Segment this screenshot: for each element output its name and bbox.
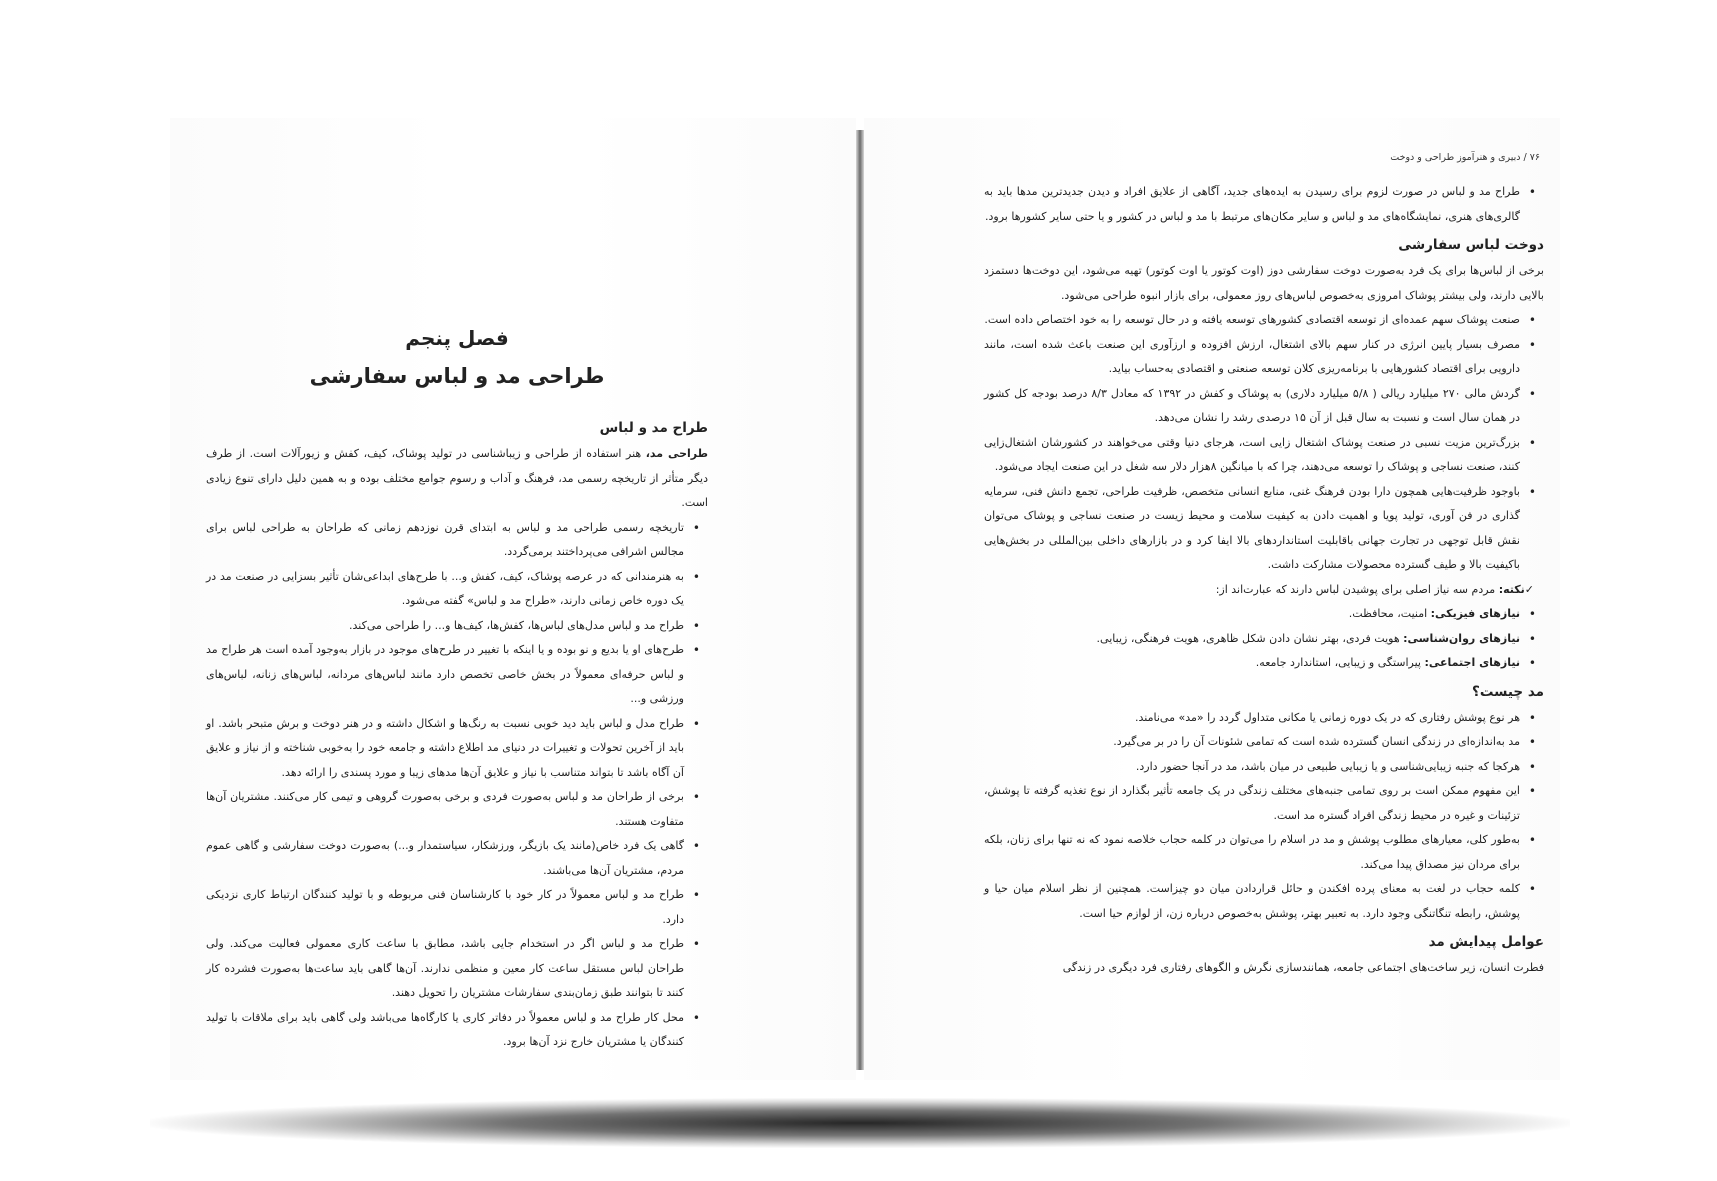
right-page xyxy=(864,118,1560,1080)
list-item: • باوجود ظرفیت‌هایی همچون دارا بودن فرهنگ غنی، منابع انسانی متخصص، ظرفیت طراحی، تجمع دانش فنی، سرمایه گذاری در فن آوری، تولید پویا و اهمیت دادن به کیفیت سلامت و محیط زیست در صنعت نساجی و پوشاک می‌توان نقش قابل توجهی در تجارت جهانی باقابلیت استانداردهای بالا ایفا کرد و در بازارهای داخلی بین‌المللی در بخش‌هایی باکیفیت بالا و طیف گسترده محصولات مشارکت داشت. xyxy=(984,480,1544,578)
custom-heading: دوخت لباس سفارشی xyxy=(1398,237,1544,253)
custom-paragraph: برخی از لباس‌ها برای یک فرد به‌صورت دوخت سفارشی دوز (اوت کوتور یا اوت کوتور) تهیه می‌شود، این دوخت‌ها دستمزد بالایی دارند، ولی بیشتر پوشاک امروزی به‌خصوص لباس‌های روز معمولی، برای بازار انبوه طراحی می‌شود. xyxy=(984,264,1544,302)
list-item: • هرکجا که جنبه زیبایی‌شناسی و یا زیبایی طبیعی در میان باشد، مد در آنجا حضور دارد. xyxy=(984,755,1544,780)
list-item: • طراح مد و لباس مدل‌های لباس‌ها، کفش‌ها، کیف‌ها و... را طراحی می‌کند. xyxy=(206,614,708,639)
list-item: • برخی از طراحان مد و لباس به‌صورت فردی و برخی به‌صورت گروهی و تیمی کار می‌کنند. مشتریان آن‌ها متفاوت هستند. xyxy=(206,785,708,834)
list-item: • کلمه حجاب در لغت به معنای پرده افکندن و حائل قراردادن میان دو چیزاست. همچنین از نظر اسلام میان حیا و پوشش، رابطه تنگاتنگی وجود دارد. به تعبیر بهتر، پوشش به‌خصوص درباره زن، از لوازم حیا است. xyxy=(984,877,1544,926)
list-item xyxy=(984,602,1544,627)
list-item: • طراح مد و لباس معمولاً در کار خود با کارشناسان فنی مربوطه و با تولید کنندگان ارتباط کاری نزدیکی دارد. xyxy=(206,883,708,932)
note-mark: ✓نکته: xyxy=(1498,582,1534,596)
note-text: مردم سه نیاز اصلی برای پوشیدن لباس دارند که عبارت‌اند از: xyxy=(1215,582,1499,596)
left-page xyxy=(170,118,856,1080)
need-label: نیازهای روان‌شناسی: xyxy=(1403,631,1520,645)
list-item: • طرح‌های او یا بدیع و نو بوده و یا اینکه با تغییر در طرح‌های موجود در بازار به‌وجود آمده است هر طراح مد و لباس حرفه‌ای معمولاً در بخش خاصی تخصص دارد مانند لباس‌های مردانه، لباس‌های زنانه، لباس‌های ورزشی و... xyxy=(206,638,708,712)
need-label: نیازهای اجتماعی: xyxy=(1424,656,1520,669)
fashion-heading: مد چیست؟ xyxy=(1472,683,1544,700)
left-page-content xyxy=(206,326,708,1055)
list-item: • تاریخچه رسمی طراحی مد و لباس به ابتدای قرن نوزدهم زمانی که طراحان به طراحی لباس برای مجالس اشرافی می‌پرداختند برمی‌گردد. xyxy=(206,516,708,565)
designer-heading: طراح مد و لباس xyxy=(599,420,708,436)
factors-heading: عوامل پیدایش مد xyxy=(1428,934,1544,950)
book-spread xyxy=(170,118,1560,1080)
list-item: • هر نوع پوشش رفتاری که در یک دوره زمانی یا مکانی متداول گردد را «مد» می‌نامند. xyxy=(984,706,1544,731)
need-text: امنیت، محافظت. xyxy=(1348,607,1431,620)
list-item xyxy=(984,651,1544,676)
need-text: هویت فردی، بهتر نشان دادن شکل ظاهری، هویت فرهنگی، زیبایی. xyxy=(1096,631,1404,645)
list-item: • مد به‌اندازه‌ای در زندگی انسان گسترده شده است که تمامی شئونات آن را در بر می‌گیرد. xyxy=(984,730,1544,755)
needs-list xyxy=(984,602,1544,676)
running-head: ۷۶ / دبیری و هنرآموز طراحی و دوخت xyxy=(1390,152,1540,163)
list-item: • بزرگ‌ترین مزیت نسبی در صنعت پوشاک اشتغال زایی است، هرجای دنیا وقتی می‌خواهند در کشورشان اشتغال‌زایی کنند، صنعت نساجی و پوشاک را توسعه می‌دهند، چرا که با میانگین ۸هزار دلار سه شغل در این صنعت ایجاد می‌شود. xyxy=(984,431,1544,480)
right-page-content xyxy=(984,180,1544,981)
designer-intro xyxy=(206,442,708,516)
chapter-title: طراحی مد و لباس سفارشی xyxy=(309,364,605,388)
list-item: • به هنرمندانی که در عرصه پوشاک، کیف، کفش و... با طرح‌های ابداعی‌شان تأثیر بسزایی در صنعت مد در یک دوره خاص زمانی دارند، «طراح مد و لباس» گفته می‌شود. xyxy=(206,565,708,614)
list-item: • طراح مد و لباس در صورت لزوم برای رسیدن به ایده‌های جدید، آگاهی از علایق افراد و دیدن جدیدترین مدها باید به گالری‌های هنری، نمایشگاه‌های مد و لباس و سایر مکان‌های مرتبط با مد و لباس در کشور و یا حتی سایر کشورها برود. xyxy=(984,180,1544,229)
designer-bullets xyxy=(206,516,708,1055)
list-item: • این مفهوم ممکن است بر روی تمامی جنبه‌های مختلف زندگی در یک جامعه تأثیر بگذارد از نوع تغذیه گرفته تا پوشش، تزئینات و غیره در محیط زندگی افراد گستره مد است. xyxy=(984,779,1544,828)
list-item: • طراح مد و لباس اگر در استخدام جایی باشد، مطابق با ساعت کاری معمولی فعالیت می‌کند. ولی طراحان لباس مستقل ساعت کار معین و منظمی ندارند. آن‌ها گاهی باید ساعت‌ها به‌صورت فشرده کار کنند تا بتوانند طبق زمان‌بندی سفارشات مشتریان را تحویل دهند. xyxy=(206,932,708,1006)
list-item: • گردش مالی ۲۷۰ میلیارد ریالی ( ۵/۸ میلیارد دلاری) به پوشاک و کفش در ۱۳۹۲ که معادل ۸/۳ درصد بودجه کل کشور در همان سال است و نسبت به سال قبل از آن ۱۵ درصدی رشد را نشان می‌دهد. xyxy=(984,382,1544,431)
factors-paragraph: فطرت انسان، زیر ساخت‌های اجتماعی جامعه، همانندسازی نگرش و الگوهای رفتاری فرد دیگری در زندگی xyxy=(1062,961,1544,974)
book-shadow xyxy=(150,1098,1570,1148)
chapter-number: فصل پنجم xyxy=(405,326,509,350)
list-item: • گاهی یک فرد خاص(مانند یک بازیگر، ورزشکار، سیاستمدار و...) به‌صورت دوخت سفارشی و گاهی عموم مردم، مشتریان آن‌ها می‌باشند. xyxy=(206,834,708,883)
note xyxy=(984,578,1544,603)
book-gutter xyxy=(856,130,864,1070)
list-item: • محل کار طراح مد و لباس معمولاً در دفاتر کاری یا کارگاه‌ها می‌باشد ولی گاهی باید برای ملاقات با تولید کنندگان یا مشتریان خارج نزد آن‌ها برود. xyxy=(206,1006,708,1055)
custom-bullets xyxy=(984,308,1544,578)
intro-bullets xyxy=(984,180,1544,229)
need-label: نیازهای فیزیکی: xyxy=(1430,607,1520,620)
list-item: • به‌طور کلی، معیارهای مطلوب پوشش و مد در اسلام را می‌توان در کلمه حجاب خلاصه نمود که نه تنها برای زنان، بلکه برای مردان نیز مصداق پیدا می‌کند. xyxy=(984,828,1544,877)
intro-text: هنر استفاده از طراحی و زیباشناسی در تولید پوشاک، کیف، کفش و زیورآلات است. از طرف دیگر متأثر از تاریخچه رسمی مد، فرهنگ و آداب و رسوم جوامع مختلف بوده و به همین دلیل دارای تنوع زیادی است. xyxy=(206,447,708,509)
intro-bold-term: طراحی مد، xyxy=(645,447,708,460)
list-item: • مصرف بسیار پایین انرژی در کنار سهم بالای اشتغال، ارزش افزوده و ارزآوری این صنعت باعث شده است، مانند دارویی برای اقتصاد کشورهایی با برنامه‌ریزی کلان توسعه صنعتی و اقتصادی به‌حساب بیاید. xyxy=(984,333,1544,382)
list-item xyxy=(984,627,1544,652)
list-item: • صنعت پوشاک سهم عمده‌ای از توسعه اقتصادی کشورهای توسعه یافته و در حال توسعه را به خود اختصاص داده است. xyxy=(984,308,1544,333)
fashion-bullets xyxy=(984,706,1544,927)
list-item: • طراح مدل و لباس باید دید خوبی نسبت به رنگ‌ها و اشکال داشته و در هنر دوخت و برش متبحر باشد. او باید از آخرین تحولات و تغییرات در دنیای مد اطلاع داشته و جامعه خود را به‌خوبی شناخته و از نیاز و علایق آن آگاه باشد تا بتواند متناسب با نیاز و علایق آن‌ها مدهای زیبا و مورد پسندی را ارائه دهد. xyxy=(206,712,708,786)
need-text: پیراستگی و زیبایی، استاندارد جامعه. xyxy=(1255,656,1425,669)
